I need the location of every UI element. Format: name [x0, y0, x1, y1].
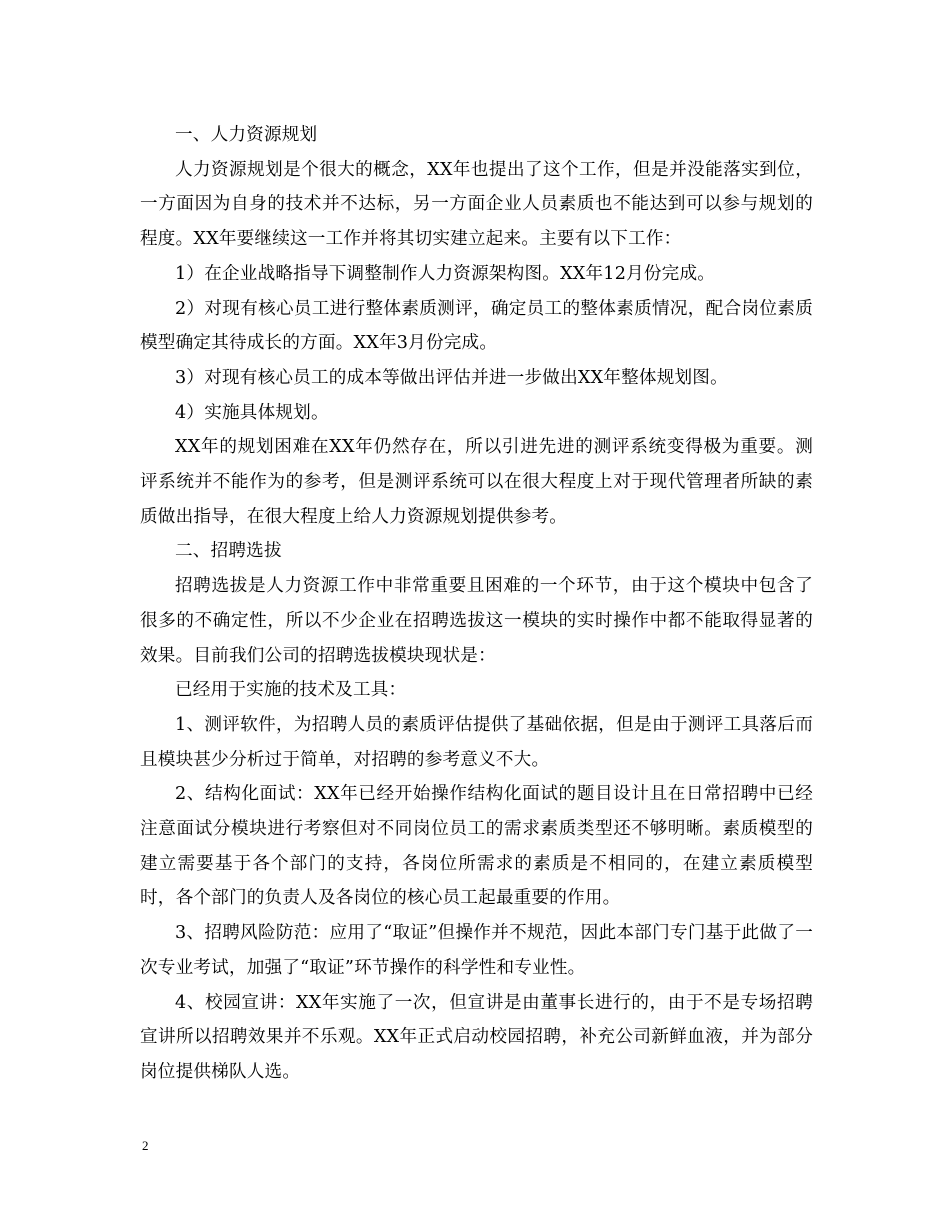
section-heading: 二、招聘选拔: [175, 541, 282, 562]
list-item: 4、校园宣讲：XX年实施了一次，但宣讲是由董事长进行的，由于不是专场招聘宣讲所以招聘效果并不乐观。XX年正式启动校园招聘，补充公司新鲜血液，并为部分岗位提供梯队人选。: [140, 992, 813, 1082]
list-item: 2）对现有核心员工进行整体素质测评，确定员工的整体素质情况，配合岗位素质模型确定其待成长的方面。XX年3月份完成。: [140, 298, 813, 354]
section-heading: 一、人力资源规划: [175, 125, 318, 145]
body-paragraph: 招聘选拔是人力资源工作中非常重要且困难的一个环节，由于这个模块中包含了很多的不确定性，所以不少企业在招聘选拔这一模块的实时操作中都不能取得显著的效果。目前我们公司的招聘选拔模块现状是：: [140, 576, 813, 666]
body-paragraph: 已经用于实施的技术及工具：: [175, 680, 407, 701]
list-item: 4）实施具体规划。: [175, 402, 329, 423]
list-item: 2、结构化面试：XX年已经开始操作结构化面试的题目设计且在日常招聘中已经注意面试分模块进行考察但对不同岗位员工的需求素质类型还不够明晰。素质模型的建立需要基于各个部门的支持，各岗位所需求的素质是不相同的，在建立素质模型时，各个部门的负责人及各岗位的核心员工起最重要的作用。: [140, 784, 813, 909]
list-item: 3、招聘风险防范：应用了“取证”但操作并不规范，因此本部门专门基于此做了一次专业考试，加强了“取证”环节操作的科学性和专业性。: [140, 923, 813, 978]
list-item: 1、测评软件，为招聘人员的素质评估提供了基础依据，但是由于测评工具落后而且模块甚少分析过于简单，对招聘的参考意义不大。: [140, 714, 813, 770]
list-item: 1）在企业战略指导下调整制作人力资源架构图。XX年12月份完成。: [175, 263, 716, 284]
document-body: [140, 118, 813, 1090]
page-number: 2: [142, 1138, 149, 1153]
body-paragraph: XX年的规划困难在XX年仍然存在，所以引进先进的测评系统变得极为重要。测评系统并不能作为的参考，但是测评系统可以在很大程度上对于现代管理者所缺的素质做出指导，在很大程度上给人力资源规划提供参考。: [140, 437, 813, 527]
body-paragraph: 人力资源规划是个很大的概念，XX年也提出了这个工作，但是并没能落实到位，一方面因为自身的技术并不达标，另一方面企业人员素质也不能达到可以参与规划的程度。XX年要继续这一工作并将其切实建立起来。主要有以下工作：: [140, 159, 813, 250]
list-item: 3）对现有核心员工的成本等做出评估并进一步做出XX年整体规划图。: [175, 367, 728, 388]
